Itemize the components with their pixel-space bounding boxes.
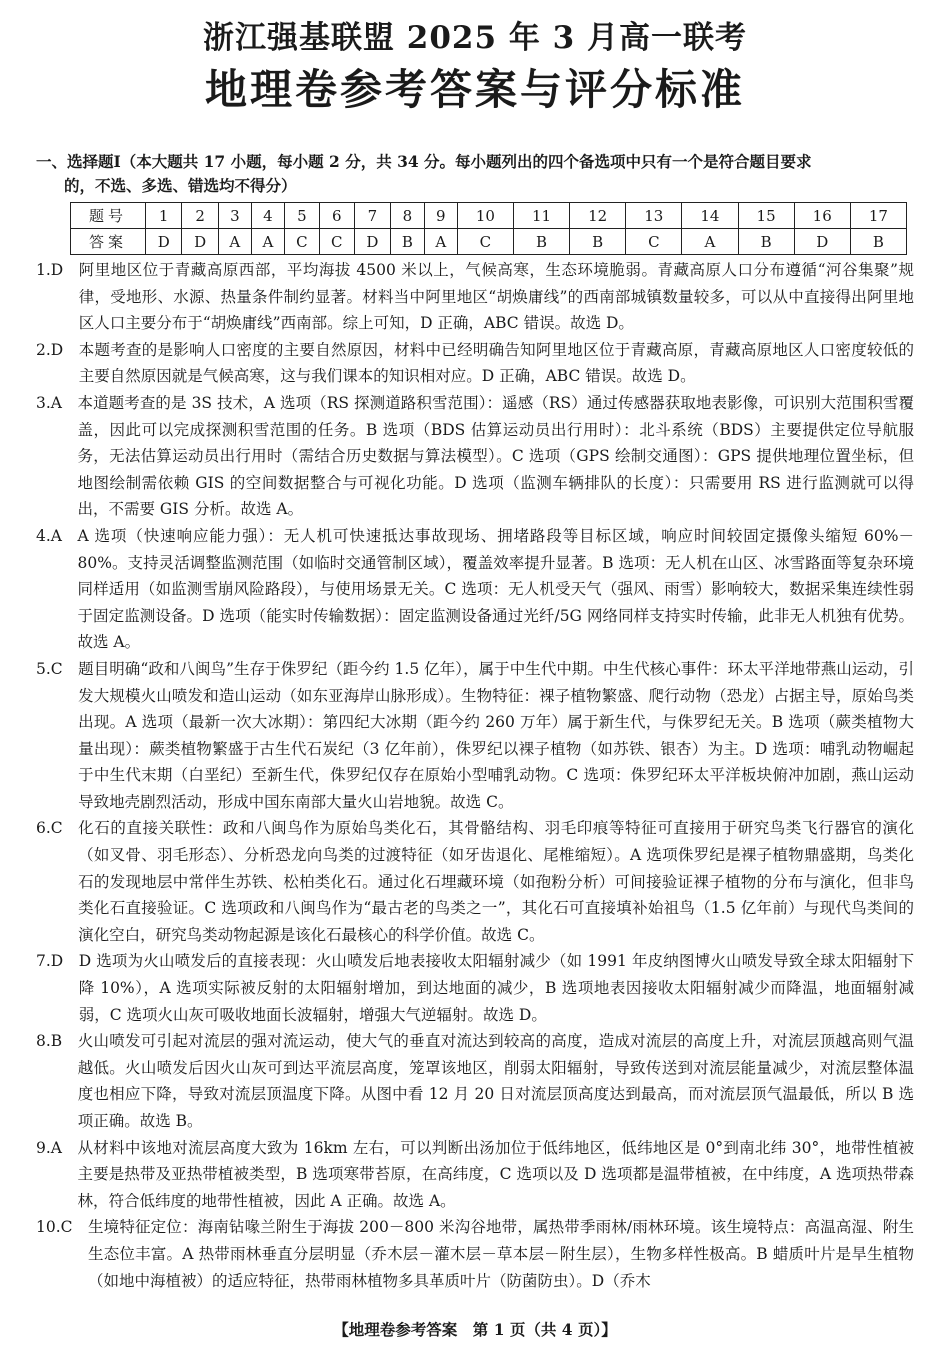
explanation-item <box>36 257 914 337</box>
answer-cell: D <box>146 229 182 255</box>
question-number-cell: 1 <box>146 203 182 229</box>
exam-title: 浙江强基联盟 2025 年 3 月高一联考 <box>202 20 748 56</box>
explanation-answer: 8.B <box>36 1032 78 1051</box>
question-number-cell: 2 <box>182 203 218 229</box>
explanation-text: 化石的直接关联性：政和八闽鸟作为原始鸟类化石，其骨骼结构、羽毛印痕等特征可直接用于研究鸟类飞行器官的演化（如叉骨、羽毛形态）、分析恐龙向鸟类的过渡特征（如牙齿退化、尾椎缩短）。A 选项侏罗纪是裸子植物鼎盛期，鸟类化石的发现地层中常伴生苏铁、松柏类化石。通过化石埋藏环境（如孢粉分析）可间接验证裸子植物的分布与演化，但非鸟类化石直接验证。C 选项政和八闽鸟作为“最古老的鸟类之一”，其化石可直接填补始祖鸟（1.5 亿年前）与现代鸟类间的演化空白，研究鸟类动物起源是该化石最核心的科学价值。故选 C。 <box>78 819 914 944</box>
answer-cell: D <box>182 229 218 255</box>
question-number-cell: 5 <box>284 203 319 229</box>
explanation-item <box>36 948 914 1028</box>
explanation-text: 火山喷发可引起对流层的强对流运动，使大气的垂直对流达到较高的高度，造成对流层的高度上升，对流层顶越高则气温越低。火山喷发后因火山灰可到达平流层高度，笼罩该地区，削弱太阳辐射，导致传送到对流层能量减少，对流层整体温度也相应下降，导致对流层顶温度下降。从图中看 12 月 20 日对流层顶高度达到最高，而对流层顶气温最低，所以 B 选项正确。故选 B。 <box>77 1032 914 1130</box>
answer-cell: A <box>682 229 738 255</box>
explanation-answer: 10.C <box>36 1218 89 1237</box>
question-number-cell: 8 <box>391 203 425 229</box>
explanation-text: 从材料中该地对流层高度大致为 16km 左右，可以判断出汤加位于低纬地区，低纬地区是 0°到南北纬 30°，地带性植被主要是热带及亚热带植被类型，B 选项寒带苔原，在高纬度，C 选项以及 D 选项都是温带植被，在中纬度，A 选项热带森林，符合低纬度的地带性植被，因此 A 正确。故选 A。 <box>77 1138 914 1210</box>
question-number-cell: 3 <box>218 203 251 229</box>
answer-cell: C <box>284 229 319 255</box>
question-number-cell: 14 <box>682 203 738 229</box>
question-number-cell: 10 <box>457 203 513 229</box>
section-heading <box>36 150 914 198</box>
question-number-cell: 13 <box>626 203 682 229</box>
question-number-cell: 11 <box>513 203 569 229</box>
explanation-answer: 5.C <box>36 659 79 678</box>
question-number-cell: 7 <box>354 203 390 229</box>
question-number-cell: 12 <box>570 203 626 229</box>
explanation-item <box>36 337 914 390</box>
question-number-cell: 9 <box>424 203 457 229</box>
explanation-item <box>36 1028 914 1134</box>
answer-cell: A <box>424 229 457 255</box>
answer-cell: A <box>251 229 284 255</box>
answer-cell: B <box>738 229 794 255</box>
answer-cell: D <box>794 229 850 255</box>
explanation-text: 本道题考查的是 3S 技术，A 选项（RS 探测道路积雪范围）：遥感（RS）通过传感器获取地表影像，可识别大范围积雪覆盖，因此可以完成探测积雪范围的任务。B 选项（BDS 估算运动员出行用时）：北斗系统（BDS）主要提供定位导航服务，无法估算运动员出行用时（需结合历史数据与算法模型）。C 选项（GPS 绘制交通图）：GPS 提供地理位置坐标，但地图绘制需依赖 GIS 的空间数据整合与可视化功能。D 选项（监测车辆排队的长度）：只需要用 RS 进行监测就可以得出，不需要 GIS 分析。故选 A。 <box>77 393 914 519</box>
explanation-answer: 2.D <box>36 340 79 359</box>
explanation-item <box>36 1135 914 1215</box>
question-number-cell: 4 <box>251 203 284 229</box>
answer-row <box>71 229 907 255</box>
explanation-text: 题目明确“政和八闽鸟”生存于侏罗纪（距今约 1.5 亿年），属于中生代中期。中生代核心事件：环太平洋地带燕山运动，引发大规模火山喷发和造山运动（如东亚海岸山脉形成）。生物特征：裸子植物繁盛、爬行动物（恐龙）占据主导，原始鸟类出现。A 选项（最新一次大冰期）：第四纪大冰期（距今约 260 万年）属于新生代，与侏罗纪无关。B 选项（蕨类植物大量出现）：蕨类植物繁盛于古生代石炭纪（3 亿年前），侏罗纪以裸子植物（如苏铁、银杏）为主。D 选项：哺乳动物崛起于中生代末期（白垩纪）至新生代，侏罗纪仅存在原始小型哺乳动物。C 选项：侏罗纪环太平洋板块俯冲加剧，燕山运动导致地壳剧烈活动，形成中国东南部大量火山岩地貌。故选 C。 <box>78 659 914 811</box>
section-heading-line2: 的，不选、多选、错选均不得分） <box>64 176 297 195</box>
section-heading-line1: 一、选择题Ⅰ（本大题共 17 小题，每小题 2 分，共 34 分。每小题列出的四个备选项中只有一个是符合题目要求 <box>36 152 812 171</box>
question-number-cell: 6 <box>319 203 354 229</box>
explanation-item <box>36 523 914 656</box>
question-number-cell: 16 <box>794 203 850 229</box>
explanation-item <box>36 390 914 523</box>
explanation-text: 本题考查的是影响人口密度的主要自然原因，材料中已经明确告知阿里地区位于青藏高原，青藏高原地区人口密度较低的主要自然原因就是气候高寒，这与我们课本的知识相对应。D 正确，ABC 错误。故选 D。 <box>78 340 914 386</box>
answer-cell: B <box>513 229 569 255</box>
answer-cell: A <box>218 229 251 255</box>
answer-cell: C <box>626 229 682 255</box>
question-number-cell: 15 <box>738 203 794 229</box>
answer-cell: C <box>457 229 513 255</box>
answer-table <box>70 202 907 255</box>
explanation-text: D 选项为火山喷发后的直接表现：火山喷发后地表接收太阳辐射减少（如 1991 年皮纳图博火山喷发导致全球太阳辐射下降 10%），A 选项实际被反射的太阳辐射增加，到达地面的减少，B 选项地表因接收太阳辐射减少而降温，地面辐射减弱，C 选项火山灰可吸收地面长波辐射，增强大气逆辐射。故选 D。 <box>78 952 914 1024</box>
explanations-list <box>36 257 914 1294</box>
answer-cell: B <box>850 229 906 255</box>
explanation-text: 生境特征定位：海南钻喙兰附生于海拔 200－800 米沟谷地带，属热带季雨林/雨林环境。该生境特点：高温高湿、附生生态位丰富。A 热带雨林垂直分层明显（乔木层－灌木层－草本层－附生层），生物多样性极高。B 蜡质叶片是旱生植物（如地中海植被）的适应特征，热带雨林植物多具革质叶片（防菌防虫）。D（乔木 <box>88 1218 914 1290</box>
explanation-answer: 4.A <box>36 526 78 545</box>
document-title: 地理卷参考答案与评分标准 <box>204 65 745 114</box>
explanation-text: 阿里地区位于青藏高原西部，平均海拔 4500 米以上，气候高寒，生态环境脆弱。青藏高原人口分布遵循“河谷集聚”规律，受地形、水源、热量条件制约显著。材料当中阿里地区“胡焕庸线”的西南部城镇数量较多，可以从中直接得出阿里地区人口主要分布于“胡焕庸线”西南部。综上可知，D 正确，ABC 错误。故选 D。 <box>78 261 914 333</box>
explanation-item <box>36 815 914 948</box>
explanation-item <box>36 656 914 816</box>
explanation-answer: 6.C <box>36 819 79 838</box>
answer-cell: B <box>391 229 425 255</box>
answer-cell: B <box>570 229 626 255</box>
row-label-answer: 答案 <box>71 229 146 255</box>
question-number-row <box>71 203 907 229</box>
row-label-number: 题号 <box>71 203 146 229</box>
question-number-cell: 17 <box>850 203 906 229</box>
page-footer: 【地理卷参考答案 第 1 页（共 4 页）】 <box>333 1320 617 1339</box>
answer-cell: D <box>354 229 390 255</box>
explanation-answer: 9.A <box>36 1138 78 1157</box>
explanation-item <box>36 1214 914 1294</box>
answer-cell: C <box>319 229 354 255</box>
explanation-answer: 1.D <box>36 261 79 279</box>
explanation-answer: 7.D <box>36 952 79 971</box>
explanation-answer: 3.A <box>36 393 78 412</box>
explanation-text: A 选项（快速响应能力强）：无人机可快速抵达事故现场、拥堵路段等目标区域，响应时间较固定摄像头缩短 60%－80%。支持灵活调整监测范围（如临时交通管制区域），覆盖效率提升显著。B 选项：无人机在山区、冰雪路面等复杂环境同样适用（如监测雪崩风险路段），与使用场景无关。C 选项：无人机受天气（强风、雨雪）影响较大，数据采集连续性弱于固定监测设备。D 选项（能实时传输数据）：固定监测设备通过光纤/5G 网络同样支持实时传输，此非无人机独有优势。故选 A。 <box>77 526 914 652</box>
